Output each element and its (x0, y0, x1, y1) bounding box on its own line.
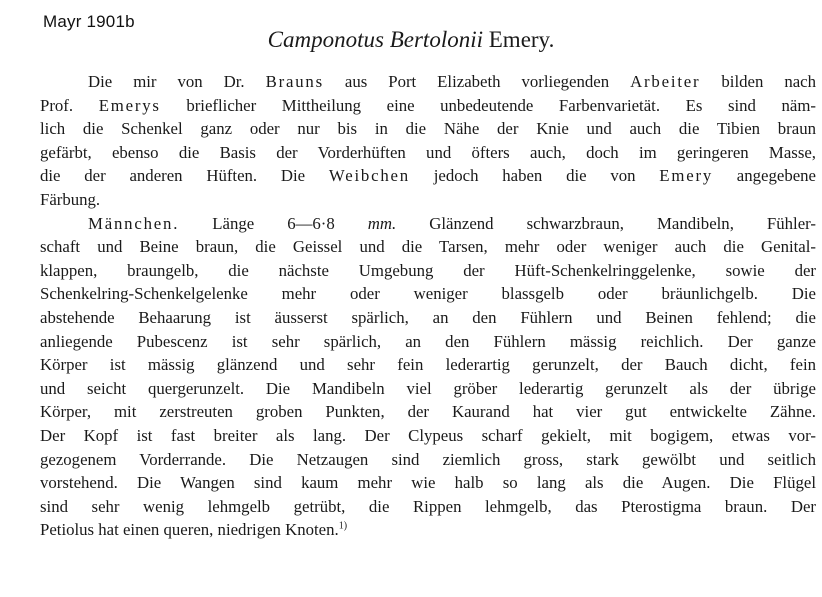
text-run: angegebene (713, 166, 816, 186)
text-line (40, 282, 816, 306)
text-run: und seicht quergerunzelt. Die Mandibeln viel gröber lederartig gerunzelt als der übrige (40, 378, 816, 398)
spaced-emphasis: Weibchen (328, 166, 410, 186)
text-line (40, 448, 816, 472)
text-line (40, 377, 816, 401)
text-run: vorstehend. Die Wangen sind kaum mehr wie halb so lang als die Augen. Die Flügel (40, 473, 816, 493)
text-run: Der Kopf ist fast breiter als lang. Der Clypeus scharf gekielt, mit bogigem, etwas vor- (40, 425, 816, 445)
text-run: gefärbt, ebenso die Basis der Vorderhüften und öfters auch, doch im geringeren Masse, (40, 142, 816, 162)
text-run: schaft und Beine braun, die Geissel und die Tarsen, mehr oder weniger auch die Genital- (40, 237, 816, 257)
text-line (40, 164, 816, 188)
text-run: brieflicher Mittheilung eine unbedeutende Farbenvarietät. Es sind näm- (160, 95, 816, 115)
text-line (40, 141, 816, 165)
text-line (40, 259, 816, 283)
species-title (0, 27, 822, 53)
text-run: aus Port Elizabeth vorliegenden (323, 72, 631, 91)
text-run: sind sehr wenig lehmgelb getrübt, die Rippen lehmgelb, das Pterostigma braun. Der (40, 496, 816, 516)
text-line (40, 400, 816, 424)
text-line (40, 495, 816, 519)
text-run: klappen, braungelb, die nächste Umgebung der Hüft-Schenkelringgelenke, sowie der (40, 260, 816, 280)
text-line (40, 424, 816, 448)
text-run: Die mir von Dr. (88, 72, 266, 91)
text-line (40, 330, 816, 354)
title-author: Emery. (488, 27, 555, 52)
paragraph-workers (40, 70, 816, 212)
text-run: Glänzend schwarzbraun, Mandibeln, Fühler- (396, 213, 816, 233)
text-line (40, 94, 816, 118)
text-run: Färbung. (40, 189, 101, 209)
title-genus: Camponotus (267, 27, 384, 52)
text-line (40, 471, 816, 495)
spaced-emphasis: Arbeiter (630, 72, 701, 91)
text-run: Körper ist mässig glänzend und sehr fein lederartig gerunzelt, der Bauch dicht, fein (40, 355, 816, 375)
text-line (40, 212, 816, 236)
paragraph-male (40, 212, 816, 542)
spaced-emphasis: Brauns (265, 72, 324, 91)
text-run: jedoch haben die von (409, 166, 660, 186)
text-line (40, 518, 816, 542)
text-line (40, 353, 816, 377)
text-run: Körper, mit zerstreuten groben Punkten, der Kaurand hat vier gut entwickelte Zähne. (40, 402, 816, 422)
text-run: Länge 6—6·8 (179, 213, 368, 233)
text-run: Petiolus hat einen queren, niedrigen Knoten. (40, 520, 339, 540)
text-run: Prof. (40, 95, 99, 115)
reference-label: Mayr 1901b (43, 12, 135, 31)
spaced-emphasis: Emerys (98, 95, 161, 115)
spaced-emphasis: Emery (659, 166, 714, 186)
text-line (40, 117, 816, 141)
italic-unit: mm. (367, 213, 397, 233)
text-line (40, 306, 816, 330)
text-line (40, 70, 816, 94)
text-run: anliegende Pubescenz ist sehr spärlich, an den Fühlern mässig reichlich. Der ganze (40, 331, 816, 351)
text-run: abstehende Behaarung ist äusserst spärlich, an den Fühlern und Beinen fehlend; die (40, 307, 816, 327)
footnote-marker: 1) (338, 520, 348, 532)
text-line (40, 235, 816, 259)
body-text (40, 70, 816, 542)
spaced-emphasis: Männchen. (88, 213, 180, 233)
text-run: lich die Schenkel ganz oder nur bis in die Nähe der Knie und auch die Tibien braun (40, 119, 816, 139)
text-run: bilden nach (700, 72, 816, 91)
title-species: Bertolonii (389, 27, 483, 52)
text-run: Schenkelring-Schenkelgelenke mehr oder weniger blassgelb oder bräunlichgelb. Die (40, 284, 816, 304)
text-run: die der anderen Hüften. Die (40, 166, 329, 186)
text-run: gezogenem Vorderrande. Die Netzaugen sind ziemlich gross, stark gewölbt und seitlich (40, 449, 816, 469)
text-line (40, 188, 816, 212)
